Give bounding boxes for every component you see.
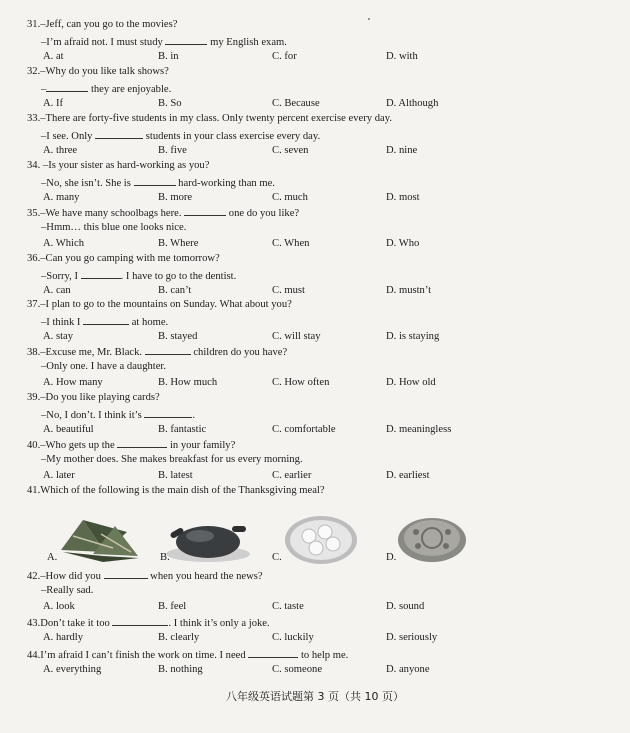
option-c[interactable]: C. When [272,238,310,249]
question-35-line-1 [27,205,299,220]
answer-blank[interactable] [46,81,88,92]
option-d-picture[interactable] [396,512,468,564]
answer-blank[interactable] [134,175,176,186]
option-b[interactable]: B. So [158,98,182,109]
option-d[interactable]: D. most [386,192,420,203]
option-d[interactable]: D. Who [386,238,420,249]
answer-options [0,663,630,676]
answer-options [0,50,630,63]
question-text: –There are forty-five students in my class. Only twenty percent exercise every day. [40,113,392,124]
answer-options [0,97,630,110]
option-a[interactable]: A. look [43,601,75,612]
option-b-picture[interactable] [160,512,250,564]
option-c[interactable]: C. seven [272,145,309,156]
option-c[interactable]: C. will stay [272,331,321,342]
question-number: 37. [27,299,41,310]
question-34-line-1 [27,159,209,172]
option-c[interactable]: C. someone [272,664,323,675]
question-38-line-1 [27,344,287,359]
option-b[interactable]: B. in [158,51,179,62]
question-text: Which of the following is the main dish of the Thanksgiving meal? [40,485,325,496]
answer-blank[interactable] [145,344,191,355]
option-a[interactable]: A. can [43,285,71,296]
question-number: 32. [27,66,41,77]
option-a[interactable]: A. If [43,98,64,109]
option-b[interactable]: B. more [158,192,193,203]
option-d[interactable]: D. mustn’t [386,285,432,296]
option-d[interactable]: D. anyone [386,664,430,675]
option-a[interactable]: A. three [43,145,78,156]
question-39-line-1 [27,391,160,404]
question-text: –Jeff, can you go to the movies? [40,19,178,30]
answer-options [0,631,630,644]
question-text: students in your class exercise every day. [143,131,321,142]
picture-option-label[interactable]: B. [160,552,170,563]
option-a[interactable]: A. stay [43,331,74,342]
question-text: –Do you like playing cards? [40,392,160,403]
question-text: –I’m afraid not. I must study [41,37,166,48]
option-c-picture[interactable] [283,512,359,564]
option-a[interactable]: A. at [43,51,64,62]
option-b[interactable]: B. latest [158,470,193,481]
page-footer: 八年级英语试题第 3 页（共 10 页） [226,690,404,703]
option-b[interactable]: B. nothing [158,664,203,675]
option-d[interactable]: D. meaningless [386,424,452,435]
option-c[interactable]: C. must [272,285,305,296]
answer-blank[interactable] [112,615,168,626]
answer-blank[interactable] [117,437,167,448]
option-a[interactable]: A. beautiful [43,424,94,435]
answer-options [0,284,630,297]
option-c[interactable]: C. for [272,51,297,62]
answer-options [0,600,630,613]
question-number: 33. [27,113,41,124]
question-text: –No, I don’t. I think it’s [41,410,145,421]
option-d[interactable]: D. with [386,51,418,62]
answer-options [0,330,630,343]
question-number: 36. [27,253,41,264]
question-number: 39. [27,392,41,403]
question-text: at home. [129,317,169,328]
question-text: – [41,84,47,95]
question-32-line-2 [41,81,171,96]
mooncake-icon [396,512,468,564]
question-37-line-1 [27,298,292,311]
option-b[interactable]: B. How much [158,377,218,388]
option-a[interactable]: A. everything [43,664,102,675]
answer-options [0,237,630,250]
question-33-line-1 [27,112,392,125]
question-43-line-1 [27,615,270,630]
question-text: –Excuse me, Mr. Black. [40,347,145,358]
question-40-line-1 [27,437,235,452]
question-text: one do you like? [226,208,300,219]
question-31-line-2 [41,34,287,49]
question-text: –Only one. I have a daughter. [41,361,167,372]
answer-blank[interactable] [248,647,298,658]
question-text: –Why do you like talk shows? [40,66,169,77]
question-40-line-2 [41,453,303,466]
option-d[interactable]: D. Although [386,98,439,109]
question-44-line-1 [27,647,348,662]
question-text: in your family? [167,440,236,451]
question-36-line-2 [41,268,236,283]
question-35-line-2 [41,221,186,234]
answer-options [0,469,630,482]
answer-blank[interactable] [104,568,148,579]
question-34-line-2 [41,175,275,190]
question-number: 42. [27,571,41,582]
question-32-line-1 [27,65,169,78]
picture-option-label[interactable]: C. [272,552,282,563]
question-text: –I see. Only [41,131,96,142]
question-text: I’m afraid I can’t finish the work on time. I need [40,650,249,661]
option-d[interactable]: D. nine [386,145,418,156]
option-d[interactable]: D. earliest [386,470,430,481]
question-41-line-1 [27,484,325,497]
question-text: –Can you go camping with me tomorrow? [40,253,220,264]
question-number: 44. [27,650,41,661]
question-number: 43. [27,618,41,629]
question-text: –Sorry, I [41,271,81,282]
option-a[interactable]: A. many [43,192,80,203]
question-number: 38. [27,347,41,358]
option-c[interactable]: C. much [272,192,308,203]
option-b[interactable]: B. Where [158,238,199,249]
picture-option-label[interactable]: D. [386,552,397,563]
question-text: –Really sad. [41,585,94,596]
option-c[interactable]: C. comfortable [272,424,336,435]
question-text: my English exam. [207,37,287,48]
speck [368,18,370,20]
option-d[interactable]: D. is staying [386,331,440,342]
question-text: children do you have? [190,347,288,358]
rice-dumplings-icon [283,512,359,564]
question-text: –I think I [41,317,84,328]
option-a[interactable]: A. How many [43,377,103,388]
option-d[interactable]: D. How old [386,377,436,388]
question-text: –My mother does. She makes breakfast for us every morning. [41,454,303,465]
option-c[interactable]: C. Because [272,98,320,109]
question-text: –No, she isn’t. She is [41,178,134,189]
question-text: . [192,410,196,421]
question-text: hard-working than me. [175,178,275,189]
question-number: 35. [27,208,41,219]
option-c[interactable]: C. luckily [272,632,314,643]
question-text: –We have many schoolbags here. [40,208,185,219]
question-39-line-2 [41,407,195,422]
question-33-line-2 [41,128,320,143]
option-c[interactable]: C. taste [272,601,304,612]
answer-options [0,191,630,204]
option-b[interactable]: B. stayed [158,331,198,342]
question-number: 31. [27,19,41,30]
option-b[interactable]: B. feel [158,601,187,612]
option-c[interactable]: C. earlier [272,470,312,481]
question-text: they are enjoyable. [88,84,172,95]
option-b[interactable]: B. five [158,145,187,156]
option-c[interactable]: C. How often [272,377,330,388]
question-text: –I plan to go to the mountains on Sunday. What about you? [40,299,292,310]
option-a[interactable]: A. later [43,470,75,481]
question-31-line-1 [27,18,177,31]
question-text: Don’t take it too [40,618,113,629]
answer-blank[interactable] [165,34,207,45]
question-text: when you heard the news? [147,571,263,582]
question-number: 40. [27,440,41,451]
option-d[interactable]: D. sound [386,601,425,612]
question-42-line-2 [41,584,93,597]
option-b[interactable]: B. fantastic [158,424,207,435]
question-text: –Who gets up the [40,440,118,451]
question-text: –Hmm… this blue one looks nice. [41,222,187,233]
zongzi-icon [43,512,143,564]
question-number: 41. [27,485,41,496]
answer-blank[interactable] [81,268,121,279]
question-text: to help me. [298,650,349,661]
answer-options [0,144,630,157]
option-a-picture[interactable] [43,512,143,564]
answer-options [0,376,630,389]
question-37-line-2 [41,314,168,329]
option-b[interactable]: B. can’t [158,285,192,296]
answer-blank[interactable] [144,407,192,418]
option-a[interactable]: A. Which [43,238,84,249]
question-text: –Is your sister as hard-working as you? [40,160,210,171]
option-d[interactable]: D. seriously [386,632,438,643]
answer-options [0,423,630,436]
option-a[interactable]: A. hardly [43,632,84,643]
picture-option-label[interactable]: A. [47,552,58,563]
roast-turkey-icon [160,512,250,564]
answer-blank[interactable] [83,314,129,325]
question-38-line-2 [41,360,166,373]
question-text: . I have to go to the dentist. [120,271,237,282]
answer-blank[interactable] [184,205,226,216]
question-text: . I think it’s only a joke. [168,618,270,629]
question-42-line-1 [27,568,263,583]
question-number: 34. [27,160,41,171]
question-36-line-1 [27,252,220,265]
answer-blank[interactable] [95,128,143,139]
question-text: –How did you [40,571,104,582]
option-b[interactable]: B. clearly [158,632,200,643]
